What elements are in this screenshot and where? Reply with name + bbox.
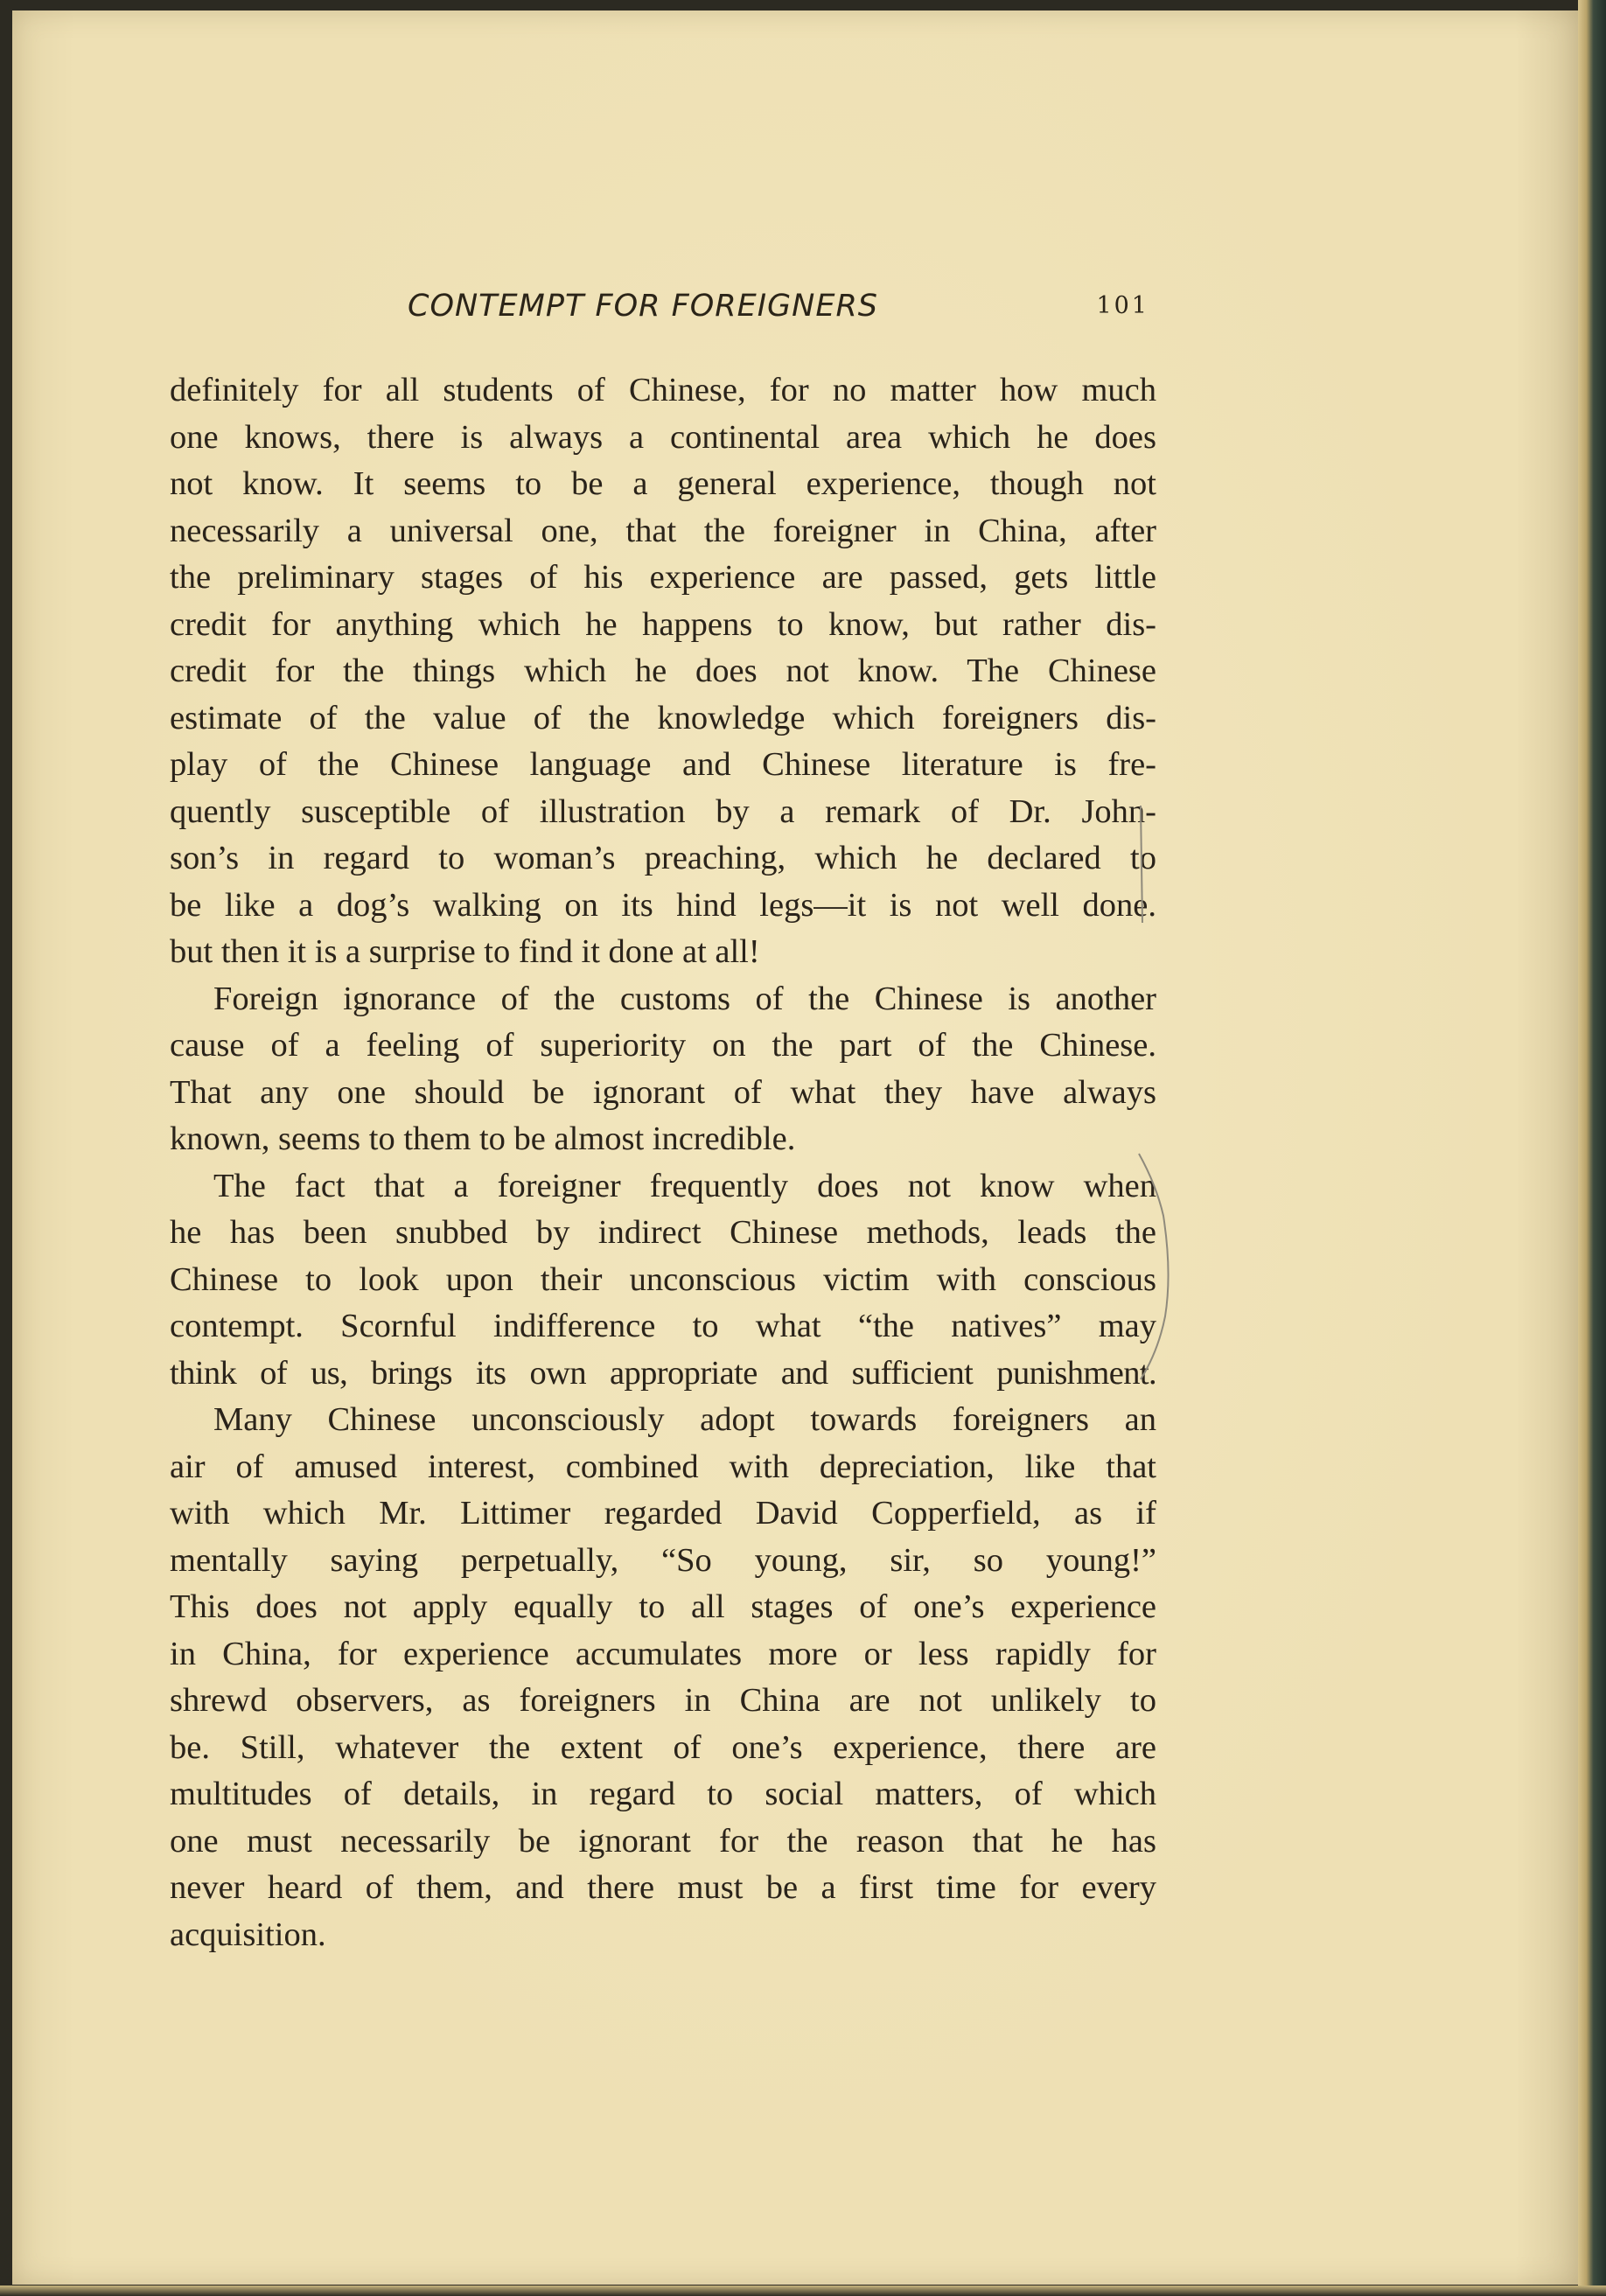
text-line: contempt. Scornful indifference to what “the natives” may xyxy=(170,1308,1156,1344)
text-line: acquisition. xyxy=(170,1916,326,1953)
book-bottom-edge xyxy=(0,2286,1606,2296)
text-line: one must necessarily be ignorant for the reason that he has xyxy=(170,1822,1156,1860)
text-line: think of us, brings its own appropriate and sufficient punishment. xyxy=(170,1354,1156,1392)
text-line: be. Still, whatever the extent of one’s experience, there are xyxy=(170,1728,1156,1766)
text-line: but then it is a surprise to find it done at all! xyxy=(170,933,760,970)
text-line: mentally saying perpetually, “So young, sir, so young!” xyxy=(170,1541,1156,1579)
text-line: air of amused interest, combined with depreciation, like that xyxy=(170,1448,1156,1485)
text-line: This does not apply equally to all stages of one’s experience xyxy=(170,1588,1156,1625)
text-line: not know. It seems to be a general experience, though not xyxy=(170,465,1156,502)
text-line: he has been snubbed by indirect Chinese methods, leads the xyxy=(170,1214,1156,1251)
text-line: in China, for experience accumulates more or less rapidly for xyxy=(170,1635,1156,1672)
book-page xyxy=(12,10,1578,2285)
text-line: quently susceptible of illustration by a remark of Dr. John- xyxy=(170,792,1156,830)
running-head xyxy=(170,289,1149,331)
text-line: with which Mr. Littimer regarded David Copperfield, as if xyxy=(170,1495,1156,1532)
paragraph-2 xyxy=(170,976,1156,1163)
page-number: 101 xyxy=(1096,292,1149,319)
text-line: Foreign ignorance of the customs of the Chinese is another xyxy=(213,980,1156,1017)
text-line: estimate of the value of the knowledge which foreigners dis- xyxy=(170,699,1156,736)
paragraph-4 xyxy=(170,1397,1156,1958)
body-text xyxy=(170,367,1156,1958)
text-line: one knows, there is always a continental area which he does xyxy=(170,418,1156,456)
text-line: the preliminary stages of his experience are passed, gets little xyxy=(170,559,1156,596)
text-line: Chinese to look upon their unconscious victim with conscious xyxy=(170,1260,1156,1298)
running-title: CONTEMPT FOR FOREIGNERS xyxy=(408,289,878,324)
text-line: cause of a feeling of superiority on the part of the Chinese. xyxy=(170,1027,1156,1064)
text-line: known, seems to them to be almost incredible. xyxy=(170,1120,796,1157)
pencil-margin-bracket-upper xyxy=(1137,800,1155,932)
text-line: shrewd observers, as foreigners in China are not unlikely to xyxy=(170,1682,1156,1719)
paragraph-3 xyxy=(170,1163,1156,1398)
text-line: That any one should be ignorant of what they have always xyxy=(170,1073,1156,1111)
text-line: play of the Chinese language and Chinese literature is fre- xyxy=(170,746,1156,783)
paragraph-1 xyxy=(170,367,1156,976)
text-line: necessarily a universal one, that the foreigner in China, after xyxy=(170,512,1156,549)
text-line: credit for the things which he does not know. The Chinese xyxy=(170,653,1156,689)
text-line: credit for anything which he happens to know, but rather dis- xyxy=(170,605,1156,643)
book-spine-edge xyxy=(1578,0,1606,2296)
text-line: multitudes of details, in regard to social matters, of which xyxy=(170,1776,1156,1812)
text-line: Many Chinese unconsciously adopt towards foreigners an xyxy=(213,1401,1156,1438)
text-line: The fact that a foreigner frequently does not know when xyxy=(213,1167,1156,1204)
pencil-margin-bracket-lower xyxy=(1137,1150,1181,1386)
text-line: be like a dog’s walking on its hind legs—it is not well done. xyxy=(170,886,1156,924)
text-line: son’s in regard to woman’s preaching, which he declared to xyxy=(170,840,1156,876)
text-line: never heard of them, and there must be a first time for every xyxy=(170,1869,1156,1906)
text-line: definitely for all students of Chinese, for no matter how much xyxy=(170,372,1156,408)
